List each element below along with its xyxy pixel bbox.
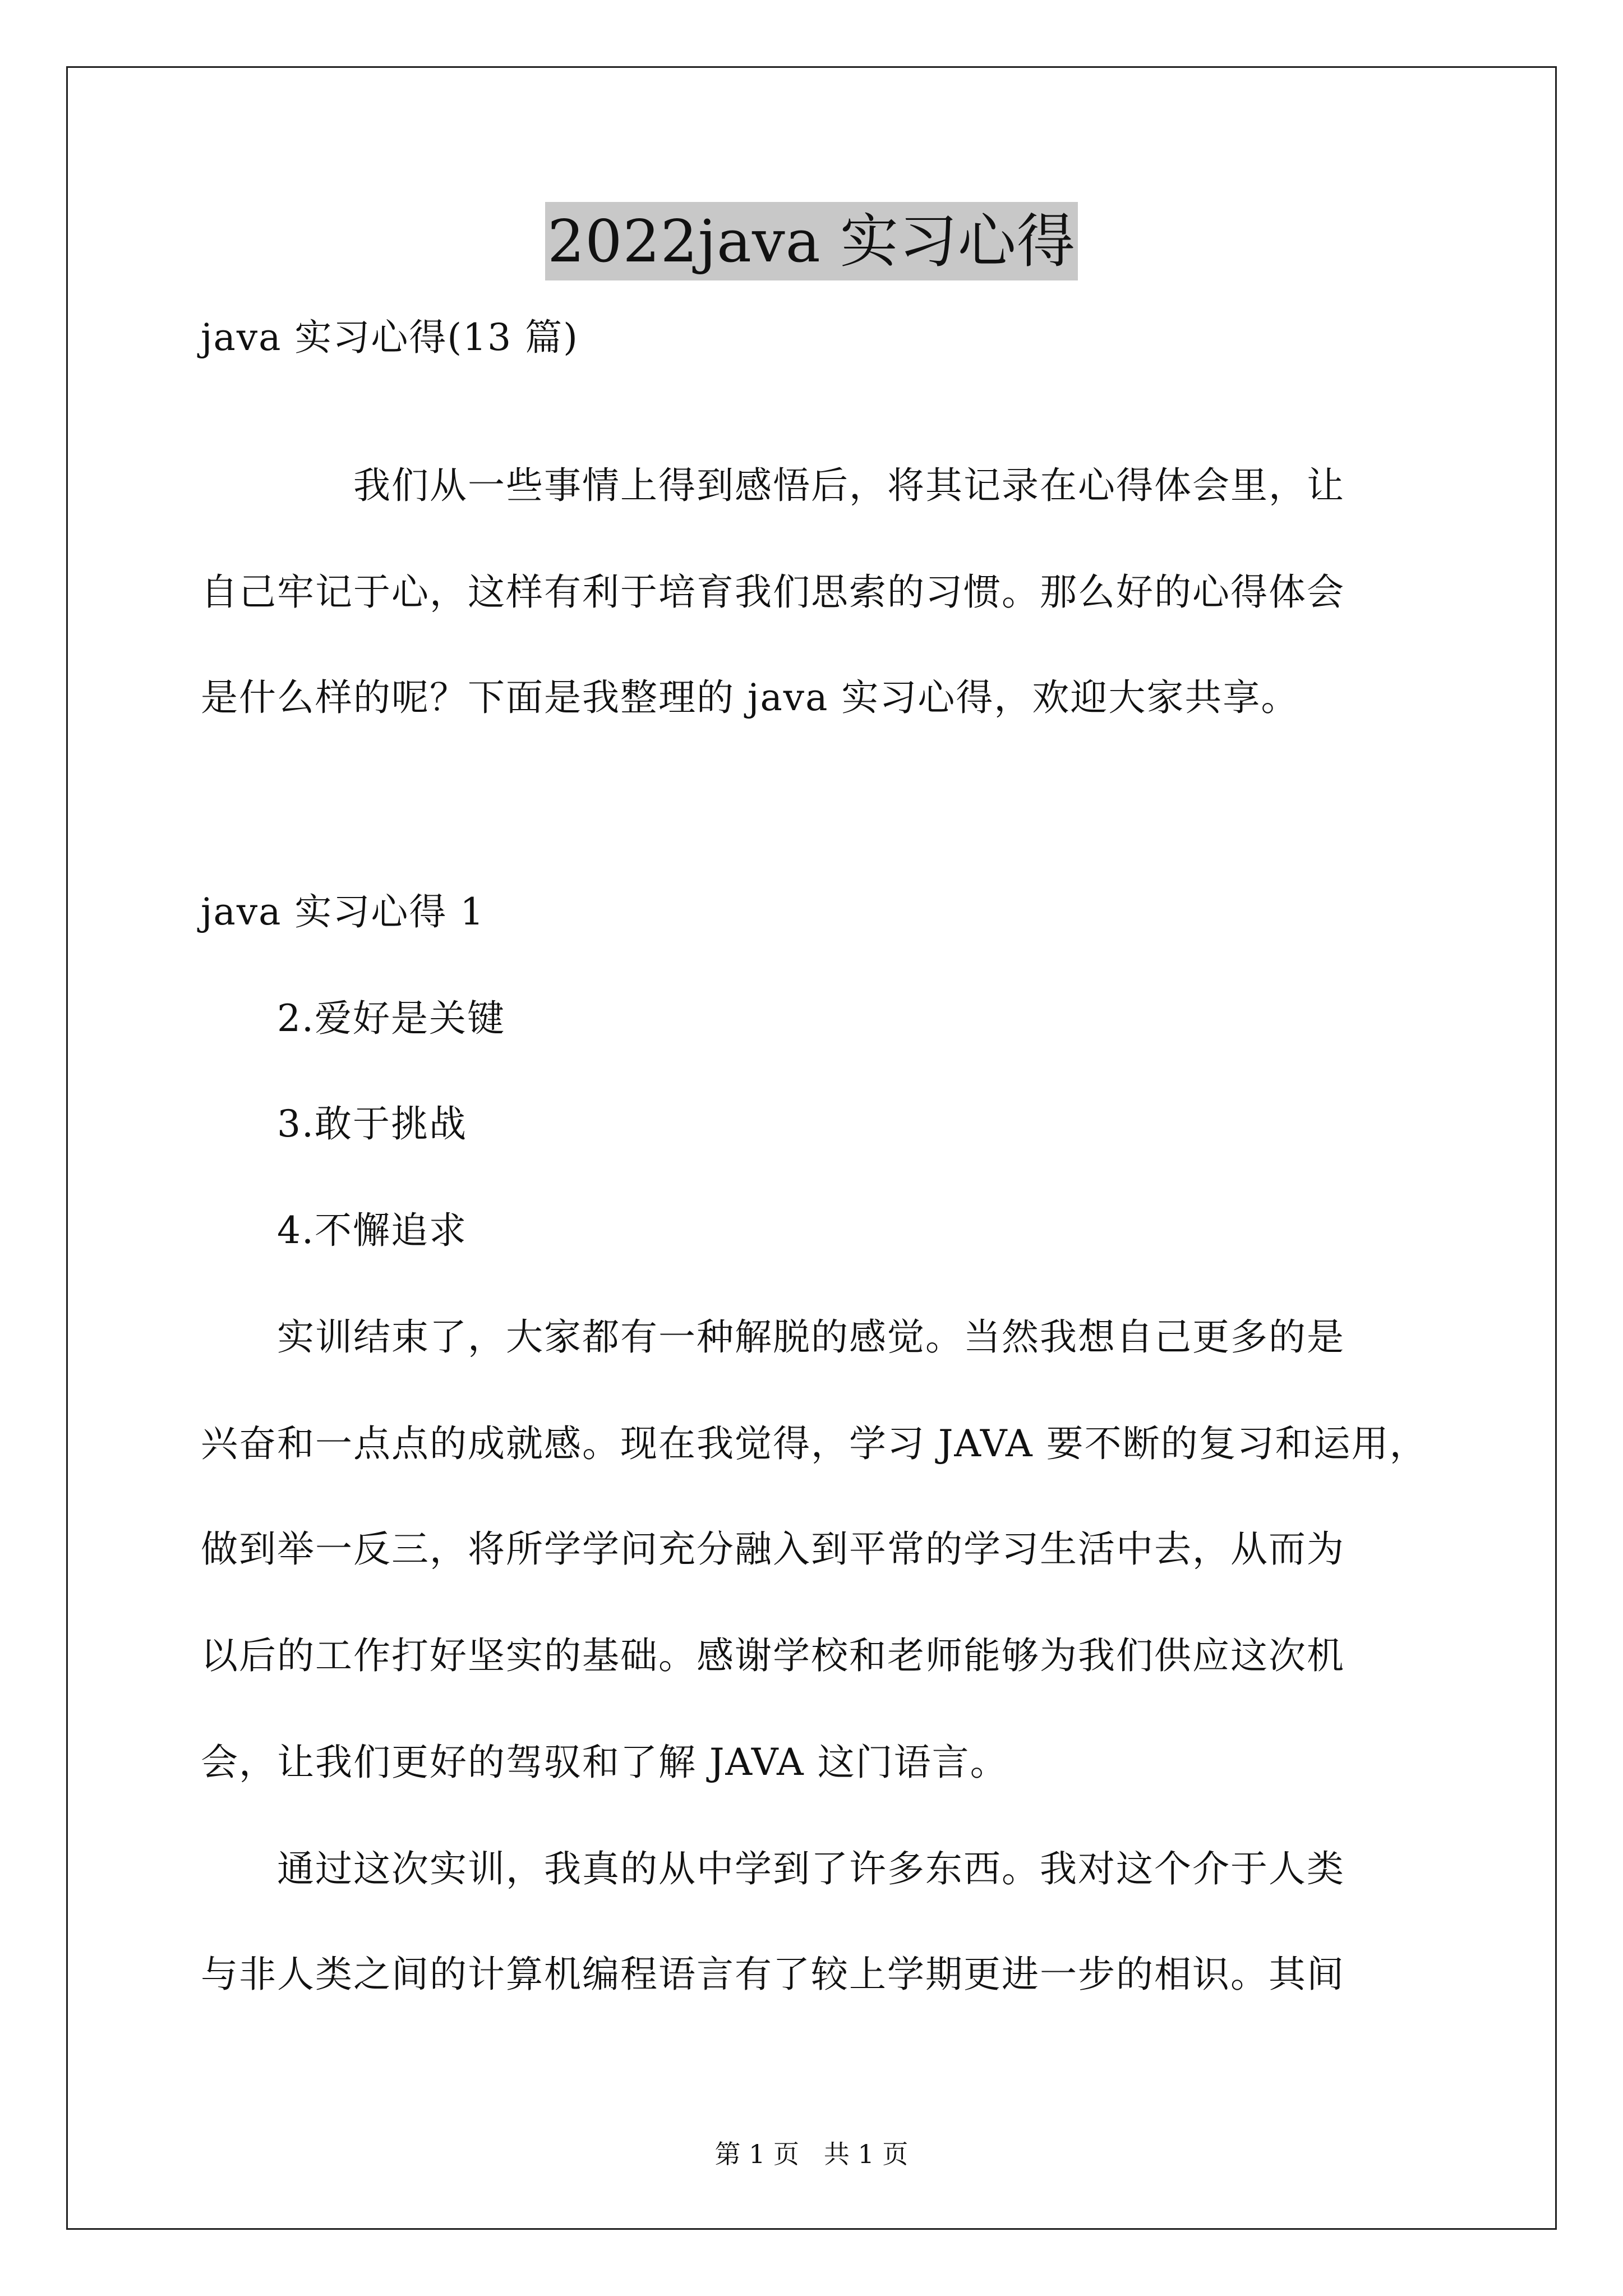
paragraph-line: 会，让我们更好的驾驭和了解 JAVA 这门语言。 bbox=[201, 1741, 1008, 1784]
paragraph-line: 实训结束了，大家都有一种解脱的感觉。当然我想自己更多的是 bbox=[201, 1315, 1345, 1359]
paragraph-line: 兴奋和一点点的成就感。现在我觉得，学习 JAVA 要不断的复习和运用， bbox=[201, 1422, 1428, 1465]
paragraph-line-3: 是什么样的呢？下面是我整理的 java 实习心得，欢迎大家共享。 bbox=[201, 676, 1299, 719]
list-item: 2.爱好是关键 bbox=[201, 997, 505, 1040]
paragraph-line: 做到举一反三，将所学学问充分融入到平常的学习生活中去，从而为 bbox=[201, 1527, 1345, 1571]
title-container bbox=[0, 202, 1623, 280]
paragraph-line-2: 自己牢记于心，这样有利于培育我们思索的习惯。那么好的心得体会 bbox=[201, 570, 1345, 614]
paragraph-line: 通过这次实训，我真的从中学到了许多东西。我对这个介于人类 bbox=[201, 1847, 1345, 1890]
document-title: 2022java 实习心得 bbox=[545, 202, 1078, 280]
paragraph-line-1: 我们从一些事情上得到感悟后，将其记录在心得体会里，让 bbox=[201, 464, 1345, 507]
section-heading: java 实习心得 1 bbox=[201, 890, 485, 933]
document-subtitle: java 实习心得(13 篇) bbox=[201, 316, 579, 359]
page-footer: 第 1 页 共 1 页 bbox=[714, 2139, 909, 2169]
paragraph-line: 以后的工作打好坚实的基础。感谢学校和老师能够为我们供应这次机 bbox=[201, 1634, 1345, 1677]
list-item: 3.敢于挑战 bbox=[201, 1102, 467, 1145]
paragraph-line: 与非人类之间的计算机编程语言有了较上学期更进一步的相识。其间 bbox=[201, 1953, 1345, 1996]
list-item: 4.不懈追求 bbox=[201, 1209, 467, 1252]
